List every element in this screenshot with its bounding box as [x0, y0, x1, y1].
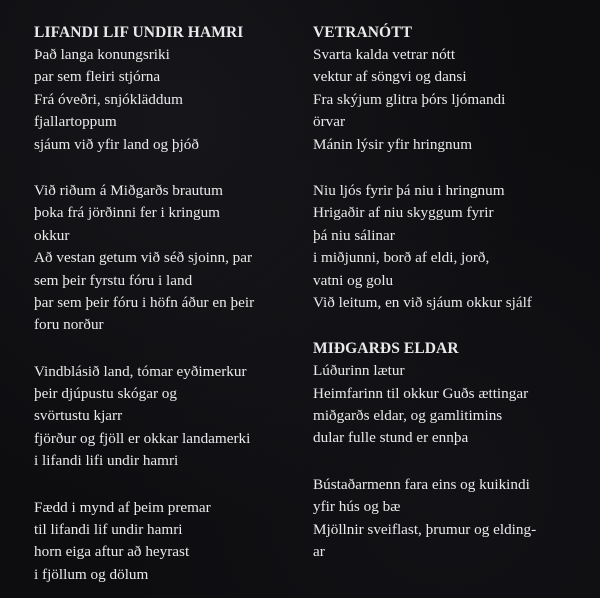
verse-line: Við leitum, en við sjáum okkur sjálf — [313, 293, 532, 311]
verse-line: þá niu sálinar — [313, 226, 395, 244]
verse-line: Svarta kalda vetrar nótt — [313, 46, 456, 63]
stanza — [34, 180, 302, 337]
stanza — [313, 360, 588, 450]
stanza — [313, 44, 588, 156]
verse-line: vektur af söngvi og dansi — [313, 68, 467, 86]
verse-line: Frá óveðri, snjókläddum — [34, 90, 183, 108]
verse-line: Fra skýjum glitra þórs ljómandi — [313, 90, 506, 108]
verse-line: Mjöllnir sveiflast, þrumur og elding- — [313, 520, 537, 538]
stanza — [313, 180, 588, 314]
verse-line: ar — [313, 543, 325, 561]
stanza — [313, 474, 588, 564]
verse-line: horn eiga aftur að heyrast — [34, 543, 190, 561]
verse-line: i miðjunni, borð af eldi, jorð, — [313, 249, 490, 267]
verse-line: Heimfarinn til okkur Guðs ættingar — [313, 384, 529, 402]
verse-line: Að vestan getum við séð sjoinn, par — [34, 249, 253, 267]
verse-line: þeir djúpustu skógar og — [34, 385, 177, 403]
verse-line: fjörður og fjöll er okkar landamerki — [34, 429, 251, 447]
song-title-midgards-eldar: MIÐGARÐS ELDAR — [313, 340, 459, 358]
verse-line: Fædd i mynd af þeim premar — [34, 498, 211, 516]
verse-line: þoka frá jörðinni fer i kringum — [34, 204, 220, 222]
verse-line: sem þeir fyrstu fóru i land — [34, 271, 193, 289]
verse-line: Vindblásið land, tómar eyðimerkur — [34, 362, 247, 380]
verse-line: par sem fleiri stjórna — [34, 68, 161, 86]
verse-line: þar sem þeir fóru i höfn áður en þeir — [34, 293, 255, 311]
verse-line: i lifandi lifi undir hamri — [34, 452, 179, 470]
verse-line: Við riðum á Miðgarðs brautum — [34, 181, 223, 199]
song-title-lifandi-lif: LIFANDI LIF UNDIR HAMRI — [34, 24, 244, 41]
verse-line: vatni og golu — [313, 271, 394, 289]
verse-line: Mánin lýsir yfir hringnum — [313, 135, 473, 153]
right-column — [313, 22, 588, 563]
verse-line: til lifandi lif undir hamri — [34, 521, 183, 539]
stanza — [34, 44, 302, 156]
song-title-vetranott: VETRANÓTT — [313, 24, 413, 41]
verse-line: Hrigaðir af niu skyggum fyrir — [313, 204, 494, 222]
verse-line: sjáum við yfir land og þjóð — [34, 135, 199, 153]
verse-line: Lúðurinn lætur — [313, 362, 405, 380]
stanza — [34, 361, 302, 473]
verse-line: örvar — [313, 113, 346, 131]
verse-line: svörtustu kjarr — [34, 407, 123, 425]
verse-line: foru norður — [34, 316, 104, 334]
verse-line: miðgarðs eldar, og gamlitimins — [313, 407, 503, 425]
verse-line: Það langa konungsriki — [34, 46, 170, 63]
verse-line: dular fulle stund er ennþa — [313, 429, 469, 447]
verse-line: Bústaðarmenn fara eins og kuikindi — [313, 475, 530, 493]
verse-line: i fjöllum og dölum — [34, 565, 149, 583]
left-column — [34, 22, 302, 586]
verse-line: Niu ljós fyrir þá niu i hringnum — [313, 181, 505, 199]
verse-line: fjallartoppum — [34, 113, 117, 131]
verse-line: yfir hús og bæ — [313, 498, 401, 516]
stanza — [34, 497, 302, 587]
verse-line: okkur — [34, 226, 70, 244]
